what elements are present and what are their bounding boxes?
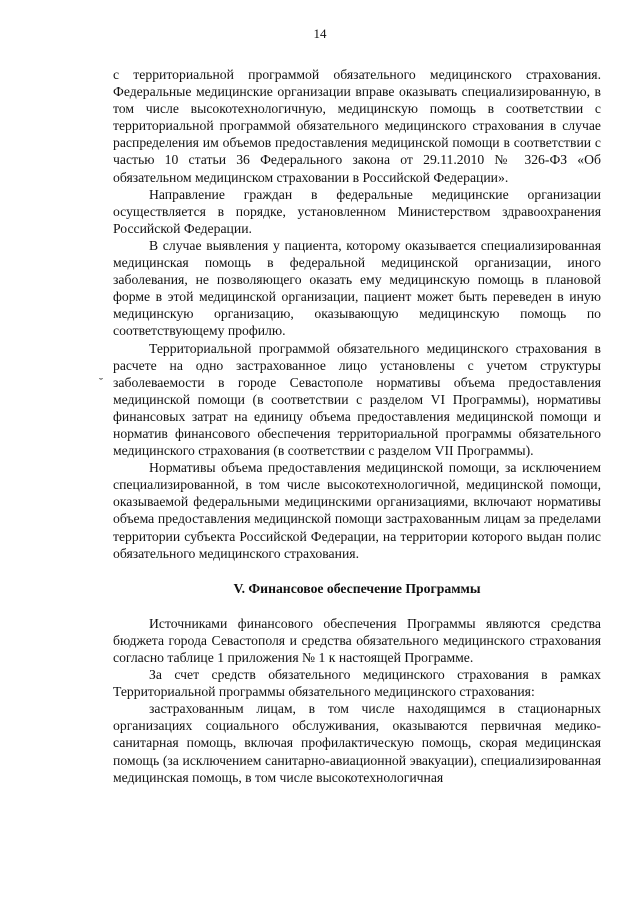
section-heading: V. Финансовое обеспечение Программы [233,580,481,596]
paragraph: застрахованным лицам, в том числе находящимся в стационарных организациях социального обслуживания, оказываются первичная медико-санитарная помощь, включая профилактическую помощь, скорая медицинская помощь (за исключением санитарно-авиационной эвакуации), специализированная медицинская помощь, в том числе высокотехнологичная [113,701,601,785]
paragraph: Направление граждан в федеральные медицинские организации осуществляется в порядке, установленном Министерством здравоохранения Российской Федерации. [113,186,601,236]
page-number: 14 [313,26,327,41]
paragraph: За счет средств обязательного медицинского страхования в рамках Территориальной программы обязательного медицинского страхования: [113,667,601,700]
paragraph: В случае выявления у пациента, которому оказывается специализированная медицинская помощь в федеральной медицинской организации, иного заболевания, не позволяющего оказать ему медицинскую помощь в плановой форме в этой медицинской организации, пациент может быть переведен в иную медицинскую организацию, оказывающую медицинскую помощь по соответствующему профилю. [113,237,601,339]
paragraph: с территориальной программой обязательного медицинского страхования. Федеральные медицинские организации вправе оказывать специализированную, в том числе высокотехнологичную, медицинскую помощь в соответствии с территориальной программой обязательного медицинского страхования в случае распределения им объемов предоставления медицинской помощи в соответствии с частью 10 статьи 36 Федерального закона от 29.11.2010 № 326-ФЗ «Об обязательном медицинском страховании в Российской Федерации». [113,67,601,185]
paragraph: Источниками финансового обеспечения Программы являются средства бюджета города Севастополя и средства обязательного медицинского страхования согласно таблице 1 приложения № 1 к настоящей Программе. [113,615,601,665]
margin-mark: ˘ [99,375,103,389]
paragraph: Территориальной программой обязательного медицинского страхования в расчете на одно застрахованное лицо установлены с учетом структуры заболеваемости в городе Севастополе нормативы объема предоставления медицинской помощи (в соответствии с разделом VI Программы), нормативы финансовых затрат на единицу объема предоставления медицинской помощи и норматив финансового обеспечения территориальной программы обязательного медицинского страхования (в соответствии с разделом VII Программы). [113,340,601,459]
paragraph: Нормативы объема предоставления медицинской помощи, за исключением специализированной, в том числе высокотехнологичной, медицинской помощи, оказываемой федеральными медицинскими организациями, включают нормативы объема предоставления медицинской помощи застрахованным лицам за пределами территории субъекта Российской Федерации, на территории которого выдан полис обязательного медицинского страхования. [113,460,601,561]
body-text [113,66,601,786]
